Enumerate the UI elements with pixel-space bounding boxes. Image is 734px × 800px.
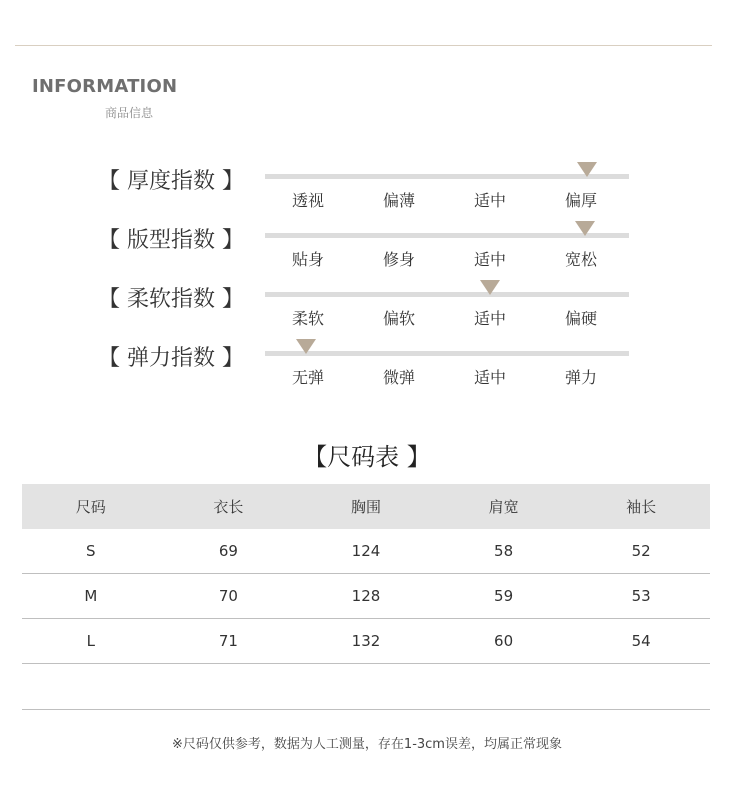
- index-marker-triangle: [480, 280, 500, 295]
- size-disclaimer: ※尺码仅供参考，数据为人工测量，存在1-3cm误差，均属正常现象: [172, 737, 562, 752]
- bottom-divider: [22, 709, 710, 710]
- table-cell: S: [22, 529, 160, 574]
- table-row: [22, 529, 710, 574]
- information-title: INFORMATION: [32, 76, 178, 97]
- index-label: 【 版型指数 】: [98, 228, 244, 253]
- level-label: 贴身: [292, 250, 325, 269]
- column-header: 衣长: [160, 484, 298, 529]
- index-marker-triangle: [577, 162, 597, 177]
- table-cell: 52: [572, 529, 710, 574]
- table-cell: 60: [435, 619, 573, 664]
- level-label: 适中: [474, 309, 507, 328]
- index-track: [265, 351, 629, 356]
- index-label: 【 柔软指数 】: [98, 287, 244, 312]
- table-cell: 53: [572, 574, 710, 619]
- table-cell: 128: [297, 574, 435, 619]
- table-cell: 54: [572, 619, 710, 664]
- level-label: 适中: [474, 368, 507, 387]
- index-label: 【 厚度指数 】: [98, 169, 244, 194]
- index-label: 【 弹力指数 】: [98, 346, 244, 371]
- table-row: [22, 574, 710, 619]
- index-track: [265, 292, 629, 297]
- index-row-softness: [0, 286, 734, 336]
- column-header: 尺码: [22, 484, 160, 529]
- level-label: 宽松: [565, 250, 598, 269]
- level-label: 弹力: [565, 368, 598, 387]
- table-cell: 59: [435, 574, 573, 619]
- level-label: 偏硬: [565, 309, 598, 328]
- index-marker-triangle: [296, 339, 316, 354]
- index-track: [265, 174, 629, 179]
- level-label: 偏软: [383, 309, 416, 328]
- index-marker-triangle: [575, 221, 595, 236]
- size-chart-title: 【尺码表 】: [303, 443, 431, 471]
- table-cell: 70: [160, 574, 298, 619]
- table-cell: L: [22, 619, 160, 664]
- level-label: 偏厚: [565, 191, 598, 210]
- level-label: 无弹: [292, 368, 325, 387]
- index-row-elasticity: [0, 345, 734, 395]
- column-header: 肩宽: [435, 484, 573, 529]
- table-cell: 58: [435, 529, 573, 574]
- column-header: 胸围: [297, 484, 435, 529]
- information-subtitle: 商品信息: [105, 106, 154, 120]
- index-row-fit: [0, 227, 734, 277]
- level-label: 柔软: [292, 309, 325, 328]
- level-label: 适中: [474, 191, 507, 210]
- column-header: 袖长: [572, 484, 710, 529]
- table-cell: M: [22, 574, 160, 619]
- top-divider: [15, 45, 712, 46]
- table-cell: 124: [297, 529, 435, 574]
- level-label: 适中: [474, 250, 507, 269]
- level-label: 微弹: [383, 368, 416, 387]
- level-label: 透视: [292, 191, 325, 210]
- table-row: [22, 619, 710, 664]
- size-table: [22, 484, 710, 664]
- level-label: 修身: [383, 250, 416, 269]
- table-cell: 69: [160, 529, 298, 574]
- table-cell: 132: [297, 619, 435, 664]
- table-cell: 71: [160, 619, 298, 664]
- level-label: 偏薄: [383, 191, 416, 210]
- size-table-header: [22, 484, 710, 529]
- index-row-thickness: [0, 168, 734, 218]
